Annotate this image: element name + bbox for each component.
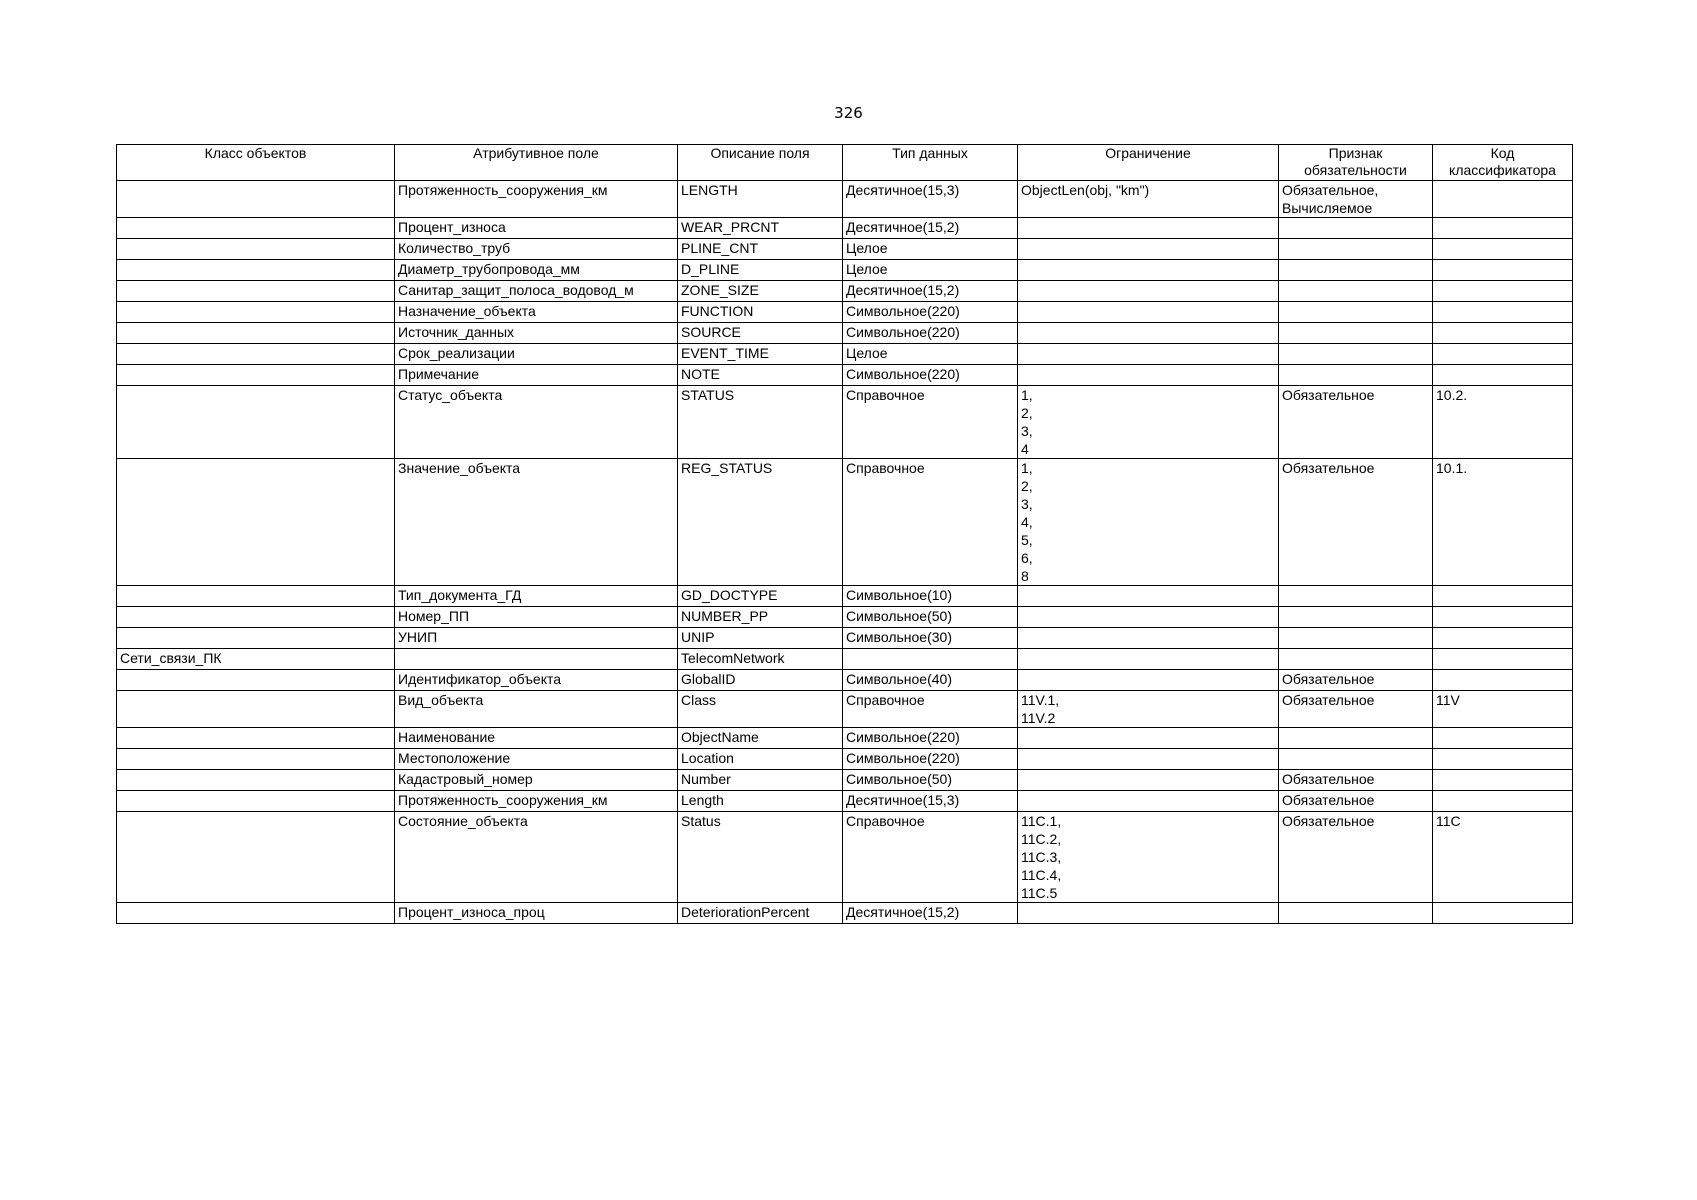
field-description-cell: ZONE_SIZE: [678, 281, 843, 302]
field-description-cell: ObjectName: [678, 728, 843, 749]
attribute-field-cell: Местоположение: [395, 749, 678, 770]
attribute-field-cell: Срок_реализации: [395, 344, 678, 365]
attribute-field-cell: Вид_объекта: [395, 691, 678, 728]
attribute-field-cell: Примечание: [395, 365, 678, 386]
object-class-cell: [117, 386, 395, 459]
table-row: [117, 903, 1573, 924]
attribute-field-cell: Назначение_объекта: [395, 302, 678, 323]
constraint-cell: [1018, 302, 1279, 323]
attribute-field-cell: Значение_объекта: [395, 459, 678, 586]
field-description-cell: REG_STATUS: [678, 459, 843, 586]
data-type-cell: Целое: [843, 239, 1018, 260]
table-row: [117, 770, 1573, 791]
table-row: [117, 218, 1573, 239]
field-description-cell: SOURCE: [678, 323, 843, 344]
data-type-cell: Символьное(220): [843, 302, 1018, 323]
constraint-cell: [1018, 323, 1279, 344]
object-class-cell: [117, 459, 395, 586]
object-class-cell: [117, 323, 395, 344]
required-flag-cell: [1279, 586, 1433, 607]
column-header-field-description: Описание поля: [678, 145, 843, 181]
constraint-cell: [1018, 281, 1279, 302]
constraint-cell: [1018, 607, 1279, 628]
field-description-cell: Status: [678, 812, 843, 903]
constraint-cell: [1018, 728, 1279, 749]
field-description-cell: FUNCTION: [678, 302, 843, 323]
data-type-cell: Символьное(30): [843, 628, 1018, 649]
attribute-field-cell: Протяженность_сооружения_км: [395, 791, 678, 812]
required-flag-cell: [1279, 344, 1433, 365]
required-flag-cell: [1279, 728, 1433, 749]
table-row: [117, 459, 1573, 586]
required-flag-cell: [1279, 903, 1433, 924]
classifier-code-cell: [1433, 344, 1573, 365]
field-description-cell: Number: [678, 770, 843, 791]
data-type-cell: Символьное(50): [843, 770, 1018, 791]
required-flag-cell: [1279, 649, 1433, 670]
constraint-cell: 1, 2, 3, 4, 5, 6, 8: [1018, 459, 1279, 586]
field-description-cell: WEAR_PRCNT: [678, 218, 843, 239]
required-flag-cell: [1279, 260, 1433, 281]
field-description-cell: D_PLINE: [678, 260, 843, 281]
required-flag-cell: Обязательное: [1279, 812, 1433, 903]
field-description-cell: GlobalID: [678, 670, 843, 691]
constraint-cell: [1018, 260, 1279, 281]
field-description-cell: STATUS: [678, 386, 843, 459]
classifier-code-cell: [1433, 586, 1573, 607]
field-description-cell: Length: [678, 791, 843, 812]
constraint-cell: [1018, 586, 1279, 607]
constraint-cell: ObjectLen(obj, "km"): [1018, 181, 1279, 218]
required-flag-cell: [1279, 607, 1433, 628]
table-row: [117, 812, 1573, 903]
constraint-cell: 1, 2, 3, 4: [1018, 386, 1279, 459]
classifier-code-cell: [1433, 607, 1573, 628]
data-type-cell: Десятичное(15,2): [843, 218, 1018, 239]
required-flag-cell: [1279, 628, 1433, 649]
classifier-code-cell: 10.2.: [1433, 386, 1573, 459]
constraint-cell: [1018, 239, 1279, 260]
attribute-field-cell: Статус_объекта: [395, 386, 678, 459]
required-flag-cell: Обязательное: [1279, 386, 1433, 459]
classifier-code-cell: [1433, 302, 1573, 323]
data-type-cell: Символьное(220): [843, 323, 1018, 344]
attribute-field-cell: УНИП: [395, 628, 678, 649]
table-row: [117, 607, 1573, 628]
attribute-field-cell: Наименование: [395, 728, 678, 749]
object-class-cell: [117, 812, 395, 903]
object-class-cell: [117, 903, 395, 924]
constraint-cell: [1018, 770, 1279, 791]
data-type-cell: [843, 649, 1018, 670]
attribute-field-cell: Количество_труб: [395, 239, 678, 260]
classifier-code-cell: [1433, 791, 1573, 812]
data-type-cell: Символьное(220): [843, 728, 1018, 749]
column-header-constraint: Ограничение: [1018, 145, 1279, 181]
object-class-cell: Сети_связи_ПК: [117, 649, 395, 670]
constraint-cell: 11C.1, 11C.2, 11C.3, 11C.4, 11C.5: [1018, 812, 1279, 903]
data-type-cell: Символьное(10): [843, 586, 1018, 607]
field-description-cell: Class: [678, 691, 843, 728]
object-class-cell: [117, 770, 395, 791]
constraint-cell: 11V.1, 11V.2: [1018, 691, 1279, 728]
attribute-field-cell: Процент_износа_проц: [395, 903, 678, 924]
attribute-field-cell: Тип_документа_ГД: [395, 586, 678, 607]
data-type-cell: Справочное: [843, 386, 1018, 459]
classifier-code-cell: [1433, 239, 1573, 260]
required-flag-cell: Обязательное: [1279, 691, 1433, 728]
required-flag-cell: [1279, 749, 1433, 770]
attribute-field-cell: Диаметр_трубопровода_мм: [395, 260, 678, 281]
object-class-cell: [117, 302, 395, 323]
table-row: [117, 749, 1573, 770]
data-type-cell: Символьное(40): [843, 670, 1018, 691]
table-row: [117, 260, 1573, 281]
required-flag-cell: Обязательное: [1279, 791, 1433, 812]
column-header-required-flag: Признак обязательности: [1279, 145, 1433, 181]
table-row: [117, 649, 1573, 670]
required-flag-cell: [1279, 239, 1433, 260]
object-class-cell: [117, 181, 395, 218]
classifier-code-cell: [1433, 728, 1573, 749]
table-row: [117, 691, 1573, 728]
constraint-cell: [1018, 791, 1279, 812]
column-header-attribute-field: Атрибутивное поле: [395, 145, 678, 181]
object-class-cell: [117, 260, 395, 281]
table-row: [117, 302, 1573, 323]
constraint-cell: [1018, 649, 1279, 670]
table-body: [117, 181, 1573, 924]
table-row: [117, 239, 1573, 260]
table-row: [117, 586, 1573, 607]
column-header-classifier-code: Код классификатора: [1433, 145, 1573, 181]
object-class-cell: [117, 691, 395, 728]
classifier-code-cell: [1433, 323, 1573, 344]
field-description-cell: NUMBER_PP: [678, 607, 843, 628]
required-flag-cell: Обязательное: [1279, 459, 1433, 586]
classifier-code-cell: [1433, 628, 1573, 649]
data-type-cell: Десятичное(15,2): [843, 281, 1018, 302]
object-class-cell: [117, 607, 395, 628]
classifier-code-cell: 11V: [1433, 691, 1573, 728]
constraint-cell: [1018, 749, 1279, 770]
field-description-cell: LENGTH: [678, 181, 843, 218]
constraint-cell: [1018, 218, 1279, 239]
classifier-code-cell: [1433, 670, 1573, 691]
classifier-code-cell: [1433, 749, 1573, 770]
data-type-cell: Символьное(220): [843, 749, 1018, 770]
object-class-cell: [117, 791, 395, 812]
object-class-cell: [117, 670, 395, 691]
attribute-table: [116, 144, 1573, 924]
table-row: [117, 365, 1573, 386]
attribute-field-cell: Санитар_защит_полоса_водовод_м: [395, 281, 678, 302]
required-flag-cell: Обязательное, Вычисляемое: [1279, 181, 1433, 218]
data-type-cell: Символьное(50): [843, 607, 1018, 628]
data-type-cell: Десятичное(15,3): [843, 181, 1018, 218]
classifier-code-cell: [1433, 218, 1573, 239]
constraint-cell: [1018, 344, 1279, 365]
table-row: [117, 386, 1573, 459]
required-flag-cell: Обязательное: [1279, 770, 1433, 791]
constraint-cell: [1018, 365, 1279, 386]
constraint-cell: [1018, 670, 1279, 691]
field-description-cell: TelecomNetwork: [678, 649, 843, 670]
classifier-code-cell: [1433, 770, 1573, 791]
classifier-code-cell: 10.1.: [1433, 459, 1573, 586]
table-row: [117, 181, 1573, 218]
attribute-field-cell: Идентификатор_объекта: [395, 670, 678, 691]
required-flag-cell: [1279, 323, 1433, 344]
data-type-cell: Десятичное(15,2): [843, 903, 1018, 924]
data-type-cell: Целое: [843, 260, 1018, 281]
attribute-field-cell: Процент_износа: [395, 218, 678, 239]
classifier-code-cell: 11C: [1433, 812, 1573, 903]
attribute-field-cell: Кадастровый_номер: [395, 770, 678, 791]
attribute-field-cell: [395, 649, 678, 670]
page-number: 326: [834, 104, 863, 122]
data-type-cell: Справочное: [843, 691, 1018, 728]
classifier-code-cell: [1433, 281, 1573, 302]
field-description-cell: DeteriorationPercent: [678, 903, 843, 924]
data-type-cell: Целое: [843, 344, 1018, 365]
classifier-code-cell: [1433, 181, 1573, 218]
column-header-object-class: Класс объектов: [117, 145, 395, 181]
field-description-cell: EVENT_TIME: [678, 344, 843, 365]
data-type-cell: Символьное(220): [843, 365, 1018, 386]
data-type-cell: Справочное: [843, 459, 1018, 586]
table-row: [117, 281, 1573, 302]
column-header-data-type: Тип данных: [843, 145, 1018, 181]
field-description-cell: Location: [678, 749, 843, 770]
classifier-code-cell: [1433, 903, 1573, 924]
object-class-cell: [117, 239, 395, 260]
required-flag-cell: [1279, 302, 1433, 323]
table-header-row: [117, 145, 1573, 181]
field-description-cell: PLINE_CNT: [678, 239, 843, 260]
object-class-cell: [117, 728, 395, 749]
table-row: [117, 670, 1573, 691]
table-row: [117, 728, 1573, 749]
object-class-cell: [117, 586, 395, 607]
data-type-cell: Десятичное(15,3): [843, 791, 1018, 812]
object-class-cell: [117, 749, 395, 770]
attribute-field-cell: Номер_ПП: [395, 607, 678, 628]
object-class-cell: [117, 628, 395, 649]
table-row: [117, 791, 1573, 812]
table-row: [117, 323, 1573, 344]
classifier-code-cell: [1433, 649, 1573, 670]
object-class-cell: [117, 344, 395, 365]
constraint-cell: [1018, 628, 1279, 649]
field-description-cell: UNIP: [678, 628, 843, 649]
required-flag-cell: [1279, 365, 1433, 386]
field-description-cell: GD_DOCTYPE: [678, 586, 843, 607]
attribute-field-cell: Источник_данных: [395, 323, 678, 344]
classifier-code-cell: [1433, 260, 1573, 281]
required-flag-cell: [1279, 281, 1433, 302]
classifier-code-cell: [1433, 365, 1573, 386]
field-description-cell: NOTE: [678, 365, 843, 386]
table-row: [117, 628, 1573, 649]
object-class-cell: [117, 365, 395, 386]
attribute-field-cell: Протяженность_сооружения_км: [395, 181, 678, 218]
attribute-field-cell: Состояние_объекта: [395, 812, 678, 903]
table-row: [117, 344, 1573, 365]
object-class-cell: [117, 218, 395, 239]
required-flag-cell: [1279, 218, 1433, 239]
required-flag-cell: Обязательное: [1279, 670, 1433, 691]
constraint-cell: [1018, 903, 1279, 924]
data-type-cell: Справочное: [843, 812, 1018, 903]
object-class-cell: [117, 281, 395, 302]
